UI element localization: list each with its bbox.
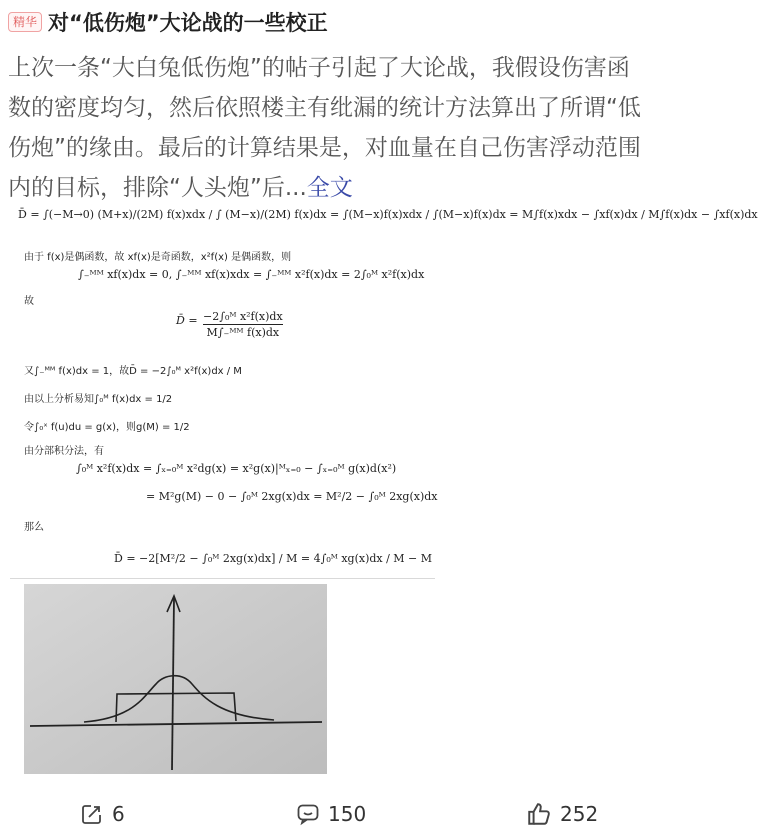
math-text-line: 令∫₀ˣ f(u)du = g(x)，则g(M) = 1/2 — [24, 422, 190, 433]
like-count: 252 — [560, 802, 599, 826]
math-derivation-image[interactable] — [18, 200, 758, 580]
expand-full-text-link[interactable]: 全文 — [306, 175, 353, 201]
equation-5: D̄ = −2[M²/2 − ∫₀ᴹ 2xg(x)dx] / M = 4∫₀ᴹ xg(x)dx / M − M — [114, 552, 433, 565]
math-text-line: 又∫₋ᴹᴹ f(x)dx = 1，故D̄ = −2∫₀ᴹ x²f(x)dx / M — [24, 366, 242, 377]
math-text-line: 由于 f(x)是偶函数，故 xf(x)是奇函数，x²f(x) 是偶函数，则 — [24, 252, 292, 263]
image-divider — [10, 578, 435, 579]
math-text-line: 由以上分析易知∫₀ᴹ f(x)dx = 1/2 — [24, 394, 173, 405]
equation-3-numerator: −2∫₀ᴹ x²f(x)dx — [203, 310, 283, 323]
math-text-line: 那么 — [24, 522, 44, 533]
post-action-bar — [0, 798, 661, 834]
like-button[interactable] — [526, 798, 598, 830]
comment-button[interactable] — [296, 798, 366, 830]
comment-count: 150 — [328, 802, 367, 826]
equation-3-denominator: M∫₋ᴹᴹ f(x)dx — [203, 324, 283, 339]
share-icon — [80, 802, 104, 826]
hand-drawn-graph-sketch — [24, 584, 327, 774]
equation-3-fraction — [203, 310, 283, 339]
equation-3: D̄ = — [176, 314, 198, 327]
post-summary[interactable] — [8, 48, 648, 208]
equation-4b: = M²g(M) − 0 − ∫₀ᴹ 2xg(x)dx = M²/2 − ∫₀ᴹ 2xg(x)dx — [146, 490, 438, 503]
thumbs-up-icon — [526, 801, 552, 827]
hand-drawn-graph-photo[interactable] — [24, 584, 327, 774]
share-button[interactable] — [80, 798, 125, 830]
comment-icon — [296, 802, 320, 826]
math-text-line: 由分部积分法，有 — [24, 446, 104, 457]
post-title[interactable]: 对“低伤炮”大论战的一些校正 — [48, 11, 328, 35]
math-text-line: 故 — [24, 296, 34, 307]
equation-4a: ∫₀ᴹ x²f(x)dx = ∫ₓ₌₀ᴹ x²dg(x) = x²g(x)|ᴹₓ₌₀ − ∫ₓ₌₀ᴹ g(x)d(x²) — [76, 462, 397, 475]
share-count: 6 — [112, 802, 125, 826]
featured-badge: 精华 — [8, 12, 42, 32]
post-title-row[interactable] — [8, 6, 653, 38]
equation-1: D̄ = ∫(−M→0) (M+x)/(2M) f(x)xdx / ∫ (M−x)/(2M) f(x)dx = ∫(M−x)f(x)xdx / ∫(M−x)f(x)dx = M∫f(x)xdx − ∫xf(x)dx / M∫f(x)dx − ∫xf(x)dx — [18, 208, 758, 221]
equation-2: ∫₋ᴹᴹ xf(x)dx = 0, ∫₋ᴹᴹ xf(x)xdx = ∫₋ᴹᴹ x²f(x)dx = 2∫₀ᴹ x²f(x)dx — [78, 268, 425, 281]
summary-text: 上次一条“大白兔低伤炮”的帖子引起了大论战，我假设伤害函数的密度均匀，然后依照楼主有纰漏的统计方法算出了所谓“低伤炮”的缘由。最后的计算结果是，对血量在自己伤害浮动范围内的目标，排除“人头炮”后... — [8, 55, 641, 201]
